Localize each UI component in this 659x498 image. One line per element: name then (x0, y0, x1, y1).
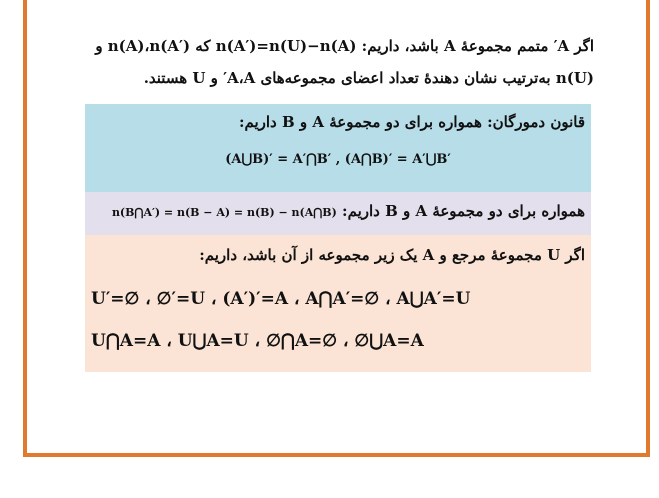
intro-line-1: اگر A′ متمم مجموعهٔ A باشد، داریم: n(A′)=n(U)−n(A) که n(A)،n(A′) و (95, 37, 594, 55)
difference-box (85, 192, 591, 235)
demorgan-box (85, 104, 591, 192)
universal-title: اگر U مجموعهٔ مرجع و A یک زیر مجموعه از آن باشد، داریم: (199, 246, 585, 264)
difference-formula: n(B⋂A′) = n(B − A) = n(B) − n(A⋂B) (111, 206, 337, 219)
demorgan-title: قانون دمورگان: همواره برای دو مجموعهٔ A و B داریم: (238, 113, 585, 131)
difference-line (85, 192, 591, 226)
universal-formula-row-2: U⋂A=A ، U⋃A=U ، ∅⋂A=∅ ، ∅⋃A=A (91, 331, 424, 351)
universal-formula-row-1: U′=∅ ، ∅′=U ، (A′)′=A ، A⋂A′=∅ ، A⋃A′=U (91, 289, 471, 309)
difference-text: همواره برای دو مجموعهٔ A و B داریم: (342, 202, 585, 220)
universal-box (85, 235, 591, 372)
intro-text (70, 30, 594, 94)
intro-line-2: n(U) به‌ترتیب نشان دهندهٔ تعداد اعضای مجموعه‌های A،A′ و U هستند. (143, 69, 594, 87)
demorgan-formula: (A⋃B)′ = A′⋂B′ , (A⋂B)′ = A′⋃B′ (225, 152, 451, 167)
